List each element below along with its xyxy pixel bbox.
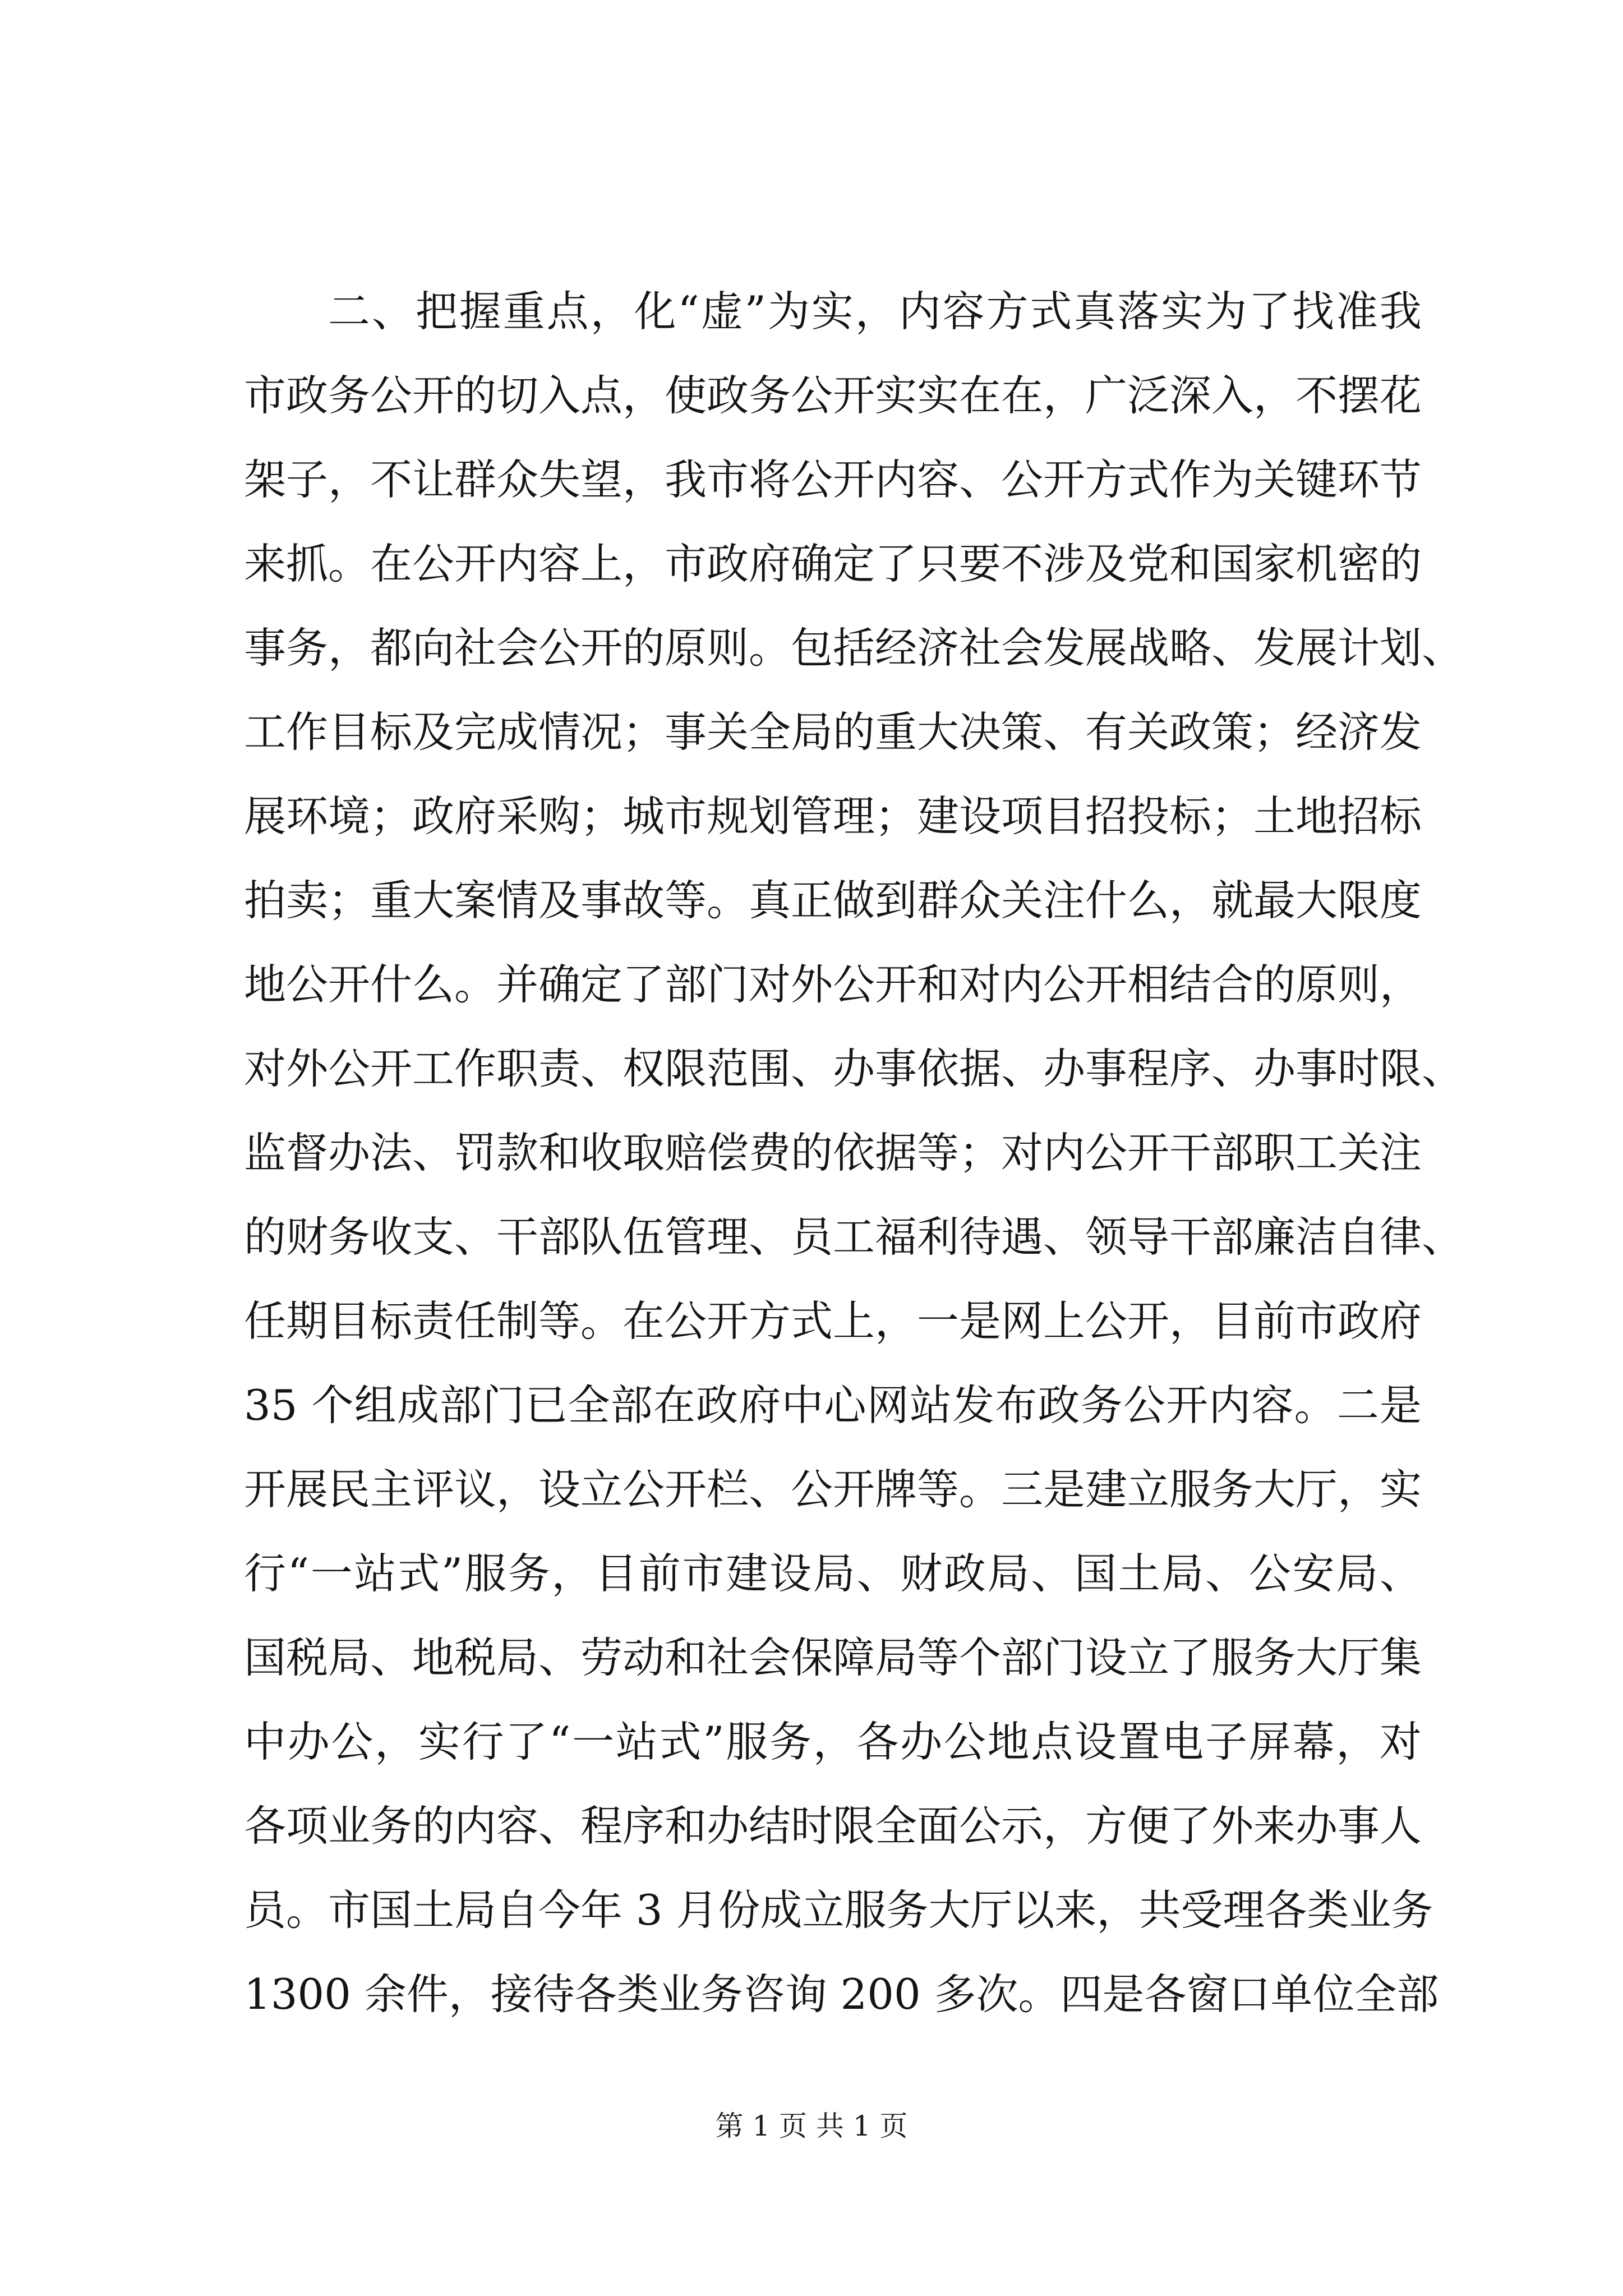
paragraph-line: 行“一站式”服务，目前市建设局、财政局、国土局、公安局、 xyxy=(244,1549,1422,1598)
body-paragraph xyxy=(244,269,1464,2036)
paragraph-line: 1300 余件，接待各类业务咨询 200 多次。四是各窗口单位全部 xyxy=(244,1970,1439,2019)
paragraph-line: 事务，都向社会公开的原则。包括经济社会发展战略、发展计划、 xyxy=(244,623,1464,673)
paragraph-line: 国税局、地税局、劳动和社会保障局等个部门设立了服务大厅集 xyxy=(244,1633,1422,1682)
paragraph-line: 工作目标及完成情况；事关全局的重大决策、有关政策；经济发 xyxy=(244,707,1422,757)
paragraph-line: 员。市国土局自今年 3 月份成立服务大厅以来，共受理各类业务 xyxy=(244,1885,1433,1935)
paragraph-line: 35 个组成部门已全部在政府中心网站发布政务公开内容。二是 xyxy=(244,1381,1422,1430)
paragraph-line: 开展民主评议，设立公开栏、公开牌等。三是建立服务大厅，实 xyxy=(244,1465,1422,1514)
paragraph-line: 监督办法、罚款和收取赔偿费的依据等；对内公开干部职工关注 xyxy=(244,1128,1422,1177)
paragraph-line: 各项业务的内容、程序和办结时限全面公示，方便了外来办事人 xyxy=(244,1801,1422,1851)
paragraph-line: 地公开什么。并确定了部门对外公开和对内公开相结合的原则， xyxy=(244,960,1422,1009)
paragraph-line: 的财务收支、干部队伍管理、员工福利待遇、领导干部廉洁自律、 xyxy=(244,1212,1464,1262)
paragraph-line: 二、把握重点，化“虚”为实，内容方式真落实为了找准我 xyxy=(328,287,1422,336)
paragraph-line: 中办公，实行了“一站式”服务，各办公地点设置电子屏幕，对 xyxy=(244,1717,1422,1766)
paragraph-line: 任期目标责任制等。在公开方式上，一是网上公开，目前市政府 xyxy=(244,1296,1422,1346)
paragraph-line: 市政务公开的切入点，使政务公开实实在在，广泛深入，不摆花 xyxy=(244,371,1422,420)
paragraph-line: 架子，不让群众失望，我市将公开内容、公开方式作为关键环节 xyxy=(244,455,1422,504)
paragraph-line: 来抓。在公开内容上，市政府确定了只要不涉及党和国家机密的 xyxy=(244,539,1422,588)
paragraph-line: 对外公开工作职责、权限范围、办事依据、办事程序、办事时限、 xyxy=(244,1044,1464,1093)
page-number-footer: 第 1 页 共 1 页 xyxy=(715,2110,908,2142)
paragraph-line: 拍卖；重大案情及事故等。真正做到群众关注什么，就最大限度 xyxy=(244,876,1422,925)
paragraph-line: 展环境；政府采购；城市规划管理；建设项目招投标；土地招标 xyxy=(244,792,1422,841)
